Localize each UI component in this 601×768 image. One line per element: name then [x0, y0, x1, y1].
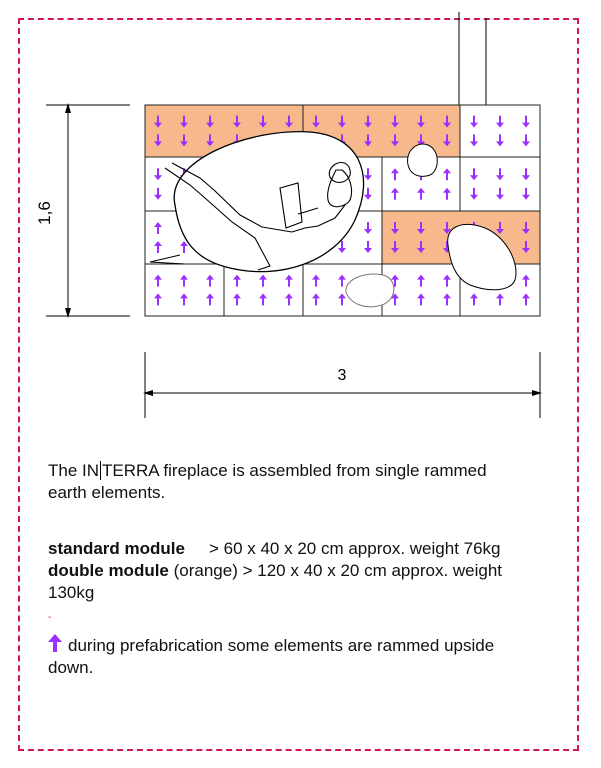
up-arrow-icon	[259, 293, 267, 305]
height-label: 1,6	[35, 201, 54, 225]
up-arrow-icon	[522, 293, 530, 305]
note-line: down.	[48, 658, 94, 677]
up-arrow-icon	[180, 241, 188, 253]
up-arrow-icon	[443, 275, 451, 287]
width-dimension	[145, 352, 540, 418]
up-arrow-icon	[285, 275, 293, 287]
up-arrow-icon	[233, 293, 241, 305]
standard-module-label: standard module	[48, 539, 185, 558]
up-arrow-icon	[338, 275, 346, 287]
up-arrow-icon	[154, 222, 162, 234]
description-text	[48, 460, 578, 504]
up-arrow-icon	[154, 275, 162, 287]
up-arrow-icon	[180, 293, 188, 305]
down-arrow-icon	[364, 188, 372, 200]
up-arrow-icon	[312, 275, 320, 287]
up-arrow-icon	[496, 293, 504, 305]
down-arrow-icon	[364, 241, 372, 253]
up-arrow-icon	[206, 293, 214, 305]
up-arrow-icon	[417, 293, 425, 305]
down-arrow-icon	[522, 168, 530, 180]
up-arrow-icon	[443, 188, 451, 200]
down-arrow-icon	[522, 188, 530, 200]
up-arrow-icon	[48, 634, 62, 652]
note-marker: -	[48, 612, 52, 623]
down-arrow-icon	[154, 168, 162, 180]
down-arrow-icon	[470, 116, 478, 128]
up-arrow-icon	[154, 241, 162, 253]
upside-down-note	[48, 634, 568, 679]
up-arrow-icon	[417, 188, 425, 200]
standard-module-spec	[48, 538, 578, 560]
down-arrow-icon	[522, 116, 530, 128]
down-arrow-icon	[496, 168, 504, 180]
up-arrow-icon	[154, 293, 162, 305]
up-arrow-icon	[443, 168, 451, 180]
down-arrow-icon	[154, 188, 162, 200]
up-arrow-icon	[417, 275, 425, 287]
up-arrow-icon	[391, 168, 399, 180]
up-arrow-icon	[312, 293, 320, 305]
down-arrow-icon	[496, 134, 504, 146]
down-arrow-icon	[522, 134, 530, 146]
description-part: The IN	[48, 461, 100, 480]
double-module-weight: 130kg	[48, 583, 95, 602]
down-arrow-icon	[496, 188, 504, 200]
description-part: earth elements.	[48, 483, 166, 502]
double-module-dims: > 120 x 40 x 20 cm approx. weight	[242, 561, 503, 580]
logo-divider	[100, 461, 101, 480]
down-arrow-icon	[364, 168, 372, 180]
up-arrow-icon	[522, 275, 530, 287]
width-label: 3	[337, 367, 347, 384]
up-arrow-icon	[206, 275, 214, 287]
up-arrow-icon	[233, 275, 241, 287]
up-arrow-icon	[391, 188, 399, 200]
up-arrow-icon	[443, 293, 451, 305]
chimney-pipe	[459, 12, 486, 105]
down-arrow-icon	[364, 222, 372, 234]
double-module-color-note: (orange)	[173, 561, 238, 580]
description-part: TERRA fireplace is assembled from single rammed	[102, 461, 487, 480]
down-arrow-icon	[496, 116, 504, 128]
up-arrow-icon	[259, 275, 267, 287]
standard-module-dims: > 60 x 40 x 20 cm approx. weight 76kg	[208, 539, 501, 558]
up-arrow-icon	[285, 293, 293, 305]
note-line: during prefabrication some elements are rammed upside	[68, 636, 495, 655]
up-arrow-icon	[470, 293, 478, 305]
double-module-spec	[48, 560, 578, 604]
double-module-label: double module	[48, 561, 169, 580]
down-arrow-icon	[470, 168, 478, 180]
down-arrow-icon	[470, 188, 478, 200]
down-arrow-icon	[470, 134, 478, 146]
up-arrow-icon	[180, 275, 188, 287]
up-arrow-icon	[338, 293, 346, 305]
height-dimension	[46, 105, 130, 316]
